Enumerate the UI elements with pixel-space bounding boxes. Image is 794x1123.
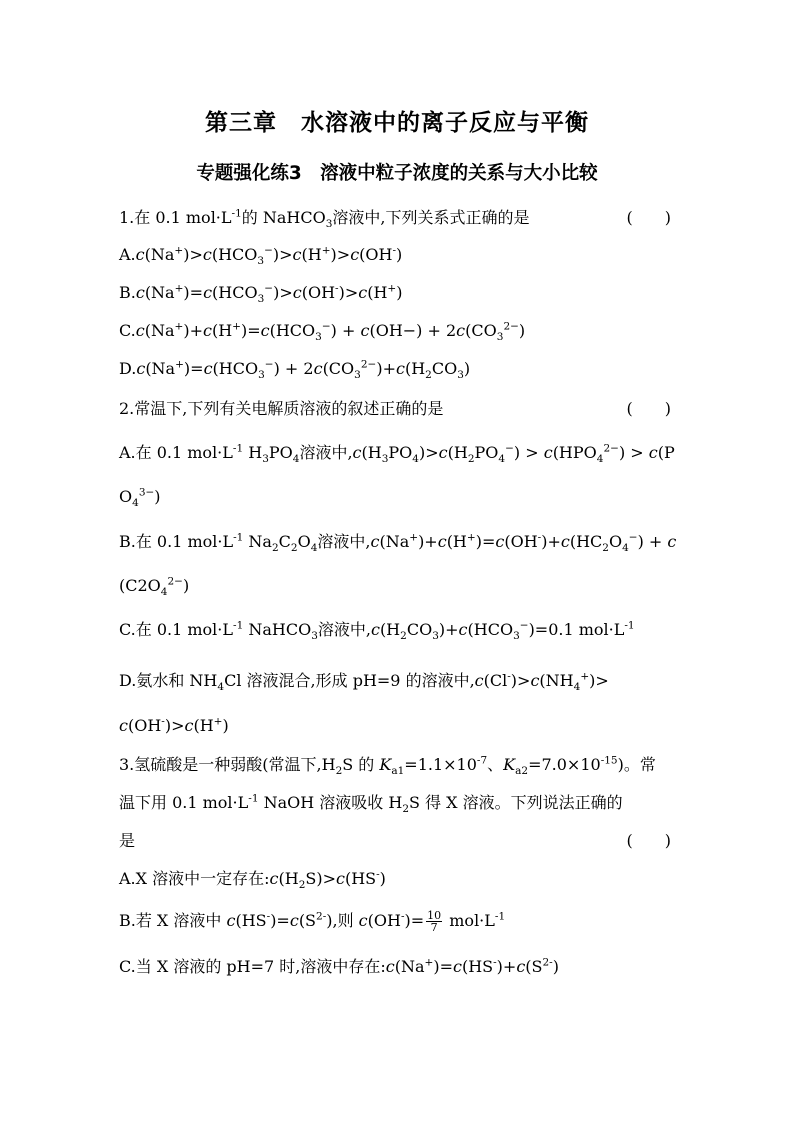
q1-stem: 1.在 0.1 $mol\cdot L^{-1}$的 NaHCO$_3$溶液中,下列关系式正确的是 ( ) bbox=[119, 207, 671, 231]
q3-option-a: A.X 溶液中一定存在$:c(H_2S)>c(HS^-)$ bbox=[119, 868, 386, 892]
q2-answer-blank: ( ) bbox=[626, 399, 671, 418]
q3-option-c: C.当 X 溶液的 pH=7 时,溶液中存在$:c(Na^+)=c(HS^-)+c(S^{2-})$ bbox=[119, 956, 559, 976]
q1-option-a: $A.c(Na^+)>c(HCO_3^-)>c(H^+)>c(OH^-)$ bbox=[119, 244, 403, 268]
q3-stem-line1: 3.氢硫酸是一种弱酸(常温下$,H_2S$ 的 $K_{a1}=1.1\times 10^{-7}$、$K_{a2}=7.0\times 10^{-15}$)。常 bbox=[119, 754, 656, 778]
q3-stem-line2: 温下用 0.1 $mol\cdot L^{-1}$ NaOH 溶液吸收 $H_2S$ 得 X 溶液。下列说法正确的 bbox=[119, 792, 623, 816]
fraction: $\frac{10}{7}$ bbox=[427, 909, 442, 934]
q2-option-c: C.在 0.1 $mol\cdot L^{-1}$ NaHCO$_3$溶液中$,c(H_2CO_3)+c(HCO_3^-)=0.1$ $mol\cdot L^{-1}$ bbox=[119, 619, 635, 643]
q1-option-b: $B.c(Na^+)=c(HCO_3^-)>c(OH^-)>c(H^+)$ bbox=[119, 282, 403, 306]
q2-stem: 2.常温下,下列有关电解质溶液的叙述正确的是 ( ) bbox=[119, 399, 671, 418]
q2-option-b-cont: $(C2O_4^{2-})$ bbox=[119, 575, 190, 599]
q1-option-c: $C.c(Na^+)+c(H^+)=c(HCO_3^-) + c(OH-) + 2c(CO_3^{2-})$ bbox=[119, 320, 526, 344]
q3-stem-line3: 是 ( ) bbox=[119, 831, 671, 850]
q2-option-d-cont: c(OH-)>c(H+) bbox=[119, 715, 229, 735]
q3-option-b: B.若 X 溶液中 $c(HS^-)=c(S^{2-})$,则 c(OH-)= $\frac{10}{7}$ $mol\cdot L^{-1}$ bbox=[119, 909, 506, 934]
q2-option-a: A.在 0.1 $mol\cdot L^{-1}$ $H_3PO_4$溶液中$,c(H_3PO_4)>c(H_2PO_4^-) > c(HPO_4^{2-}) > c(P$ bbox=[119, 442, 675, 466]
q2-option-d: D.氨水和 $NH_4Cl$ 溶液混合,形成 pH=9 的溶液中$,c(Cl^-)>c(NH_4^+)>$ bbox=[119, 670, 609, 694]
q1-answer-blank: ( ) bbox=[626, 208, 671, 227]
q2-option-a-cont: $O_4^{3-}$) bbox=[119, 486, 161, 510]
q3-answer-blank: ( ) bbox=[626, 831, 671, 850]
chapter-title: 第三章 水溶液中的离子反应与平衡 bbox=[205, 110, 589, 136]
exercise-subtitle: 专题强化练3 溶液中粒子浓度的关系与大小比较 bbox=[196, 163, 598, 184]
q2-option-b: B.在 0.1 $mol\cdot L^{-1}$ $Na_2C_2O_4$溶液中$,c(Na^+)+c(H^+)=c(OH^-)+c(HC_2O_4^-) + c$ bbox=[119, 531, 677, 555]
q1-option-d: $D.c(Na^+)=c(HCO_3^-) + 2c(CO_3^{2-})+c(H_2CO_3)$ bbox=[119, 358, 471, 382]
